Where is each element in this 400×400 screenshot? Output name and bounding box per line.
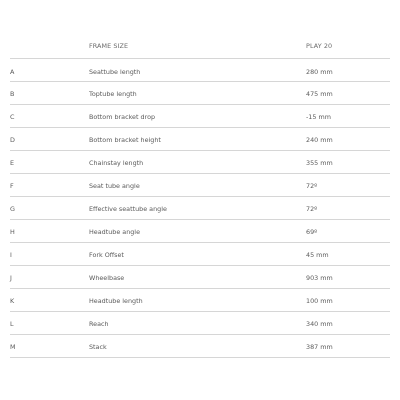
row-value: 280 mm	[306, 68, 333, 76]
table-row	[10, 335, 390, 358]
row-letter: M	[10, 343, 16, 351]
row-measurement: Bottom bracket drop	[89, 113, 156, 121]
row-measurement: Seattube length	[89, 68, 141, 76]
row-measurement: Fork Offset	[89, 251, 124, 259]
row-measurement: Stack	[89, 343, 107, 351]
row-value: 100 mm	[306, 297, 333, 305]
row-value: 475 mm	[306, 90, 333, 98]
row-value: 355 mm	[306, 159, 333, 167]
row-value: 240 mm	[306, 136, 333, 144]
table-row	[10, 266, 390, 289]
header-frame-size: FRAME SIZE	[89, 42, 129, 50]
row-measurement: Headtube angle	[89, 228, 141, 236]
row-letter: H	[10, 228, 15, 236]
table-row	[10, 105, 390, 128]
row-letter: D	[10, 136, 15, 144]
row-letter: J	[10, 274, 12, 282]
row-value: 45 mm	[306, 251, 329, 259]
row-measurement: Seat tube angle	[89, 182, 140, 190]
row-letter: A	[10, 68, 15, 76]
row-measurement: Chainstay length	[89, 159, 144, 167]
row-measurement: Reach	[89, 320, 109, 328]
table-row	[10, 312, 390, 335]
row-letter: K	[10, 297, 15, 305]
row-letter: C	[10, 113, 15, 121]
row-letter: B	[10, 90, 15, 98]
row-letter: G	[10, 205, 15, 213]
row-letter: F	[10, 182, 14, 190]
table-row	[10, 243, 390, 266]
row-value: 69º	[306, 228, 318, 236]
row-measurement: Bottom bracket height	[89, 136, 161, 144]
row-value: 72º	[306, 182, 318, 190]
table-row	[10, 289, 390, 312]
table-header	[10, 35, 390, 59]
row-measurement: Toptube length	[89, 90, 137, 98]
row-value: 903 mm	[306, 274, 333, 282]
row-letter: L	[10, 320, 14, 328]
table-row	[10, 220, 390, 243]
row-value: 340 mm	[306, 320, 333, 328]
header-size-play-20: PLAY 20	[306, 42, 333, 50]
row-measurement: Headtube length	[89, 297, 143, 305]
table-row	[10, 174, 390, 197]
row-value: -15 mm	[306, 113, 331, 121]
table-row	[10, 82, 390, 105]
geometry-table	[10, 35, 390, 358]
row-letter: I	[10, 251, 12, 259]
row-measurement: Effective seattube angle	[89, 205, 167, 213]
table-row	[10, 151, 390, 174]
table-row	[10, 59, 390, 82]
row-value: 387 mm	[306, 343, 333, 351]
row-letter: E	[10, 159, 15, 167]
row-measurement: Wheelbase	[89, 274, 125, 282]
table-row	[10, 197, 390, 220]
row-value: 72º	[306, 205, 318, 213]
table-row	[10, 128, 390, 151]
